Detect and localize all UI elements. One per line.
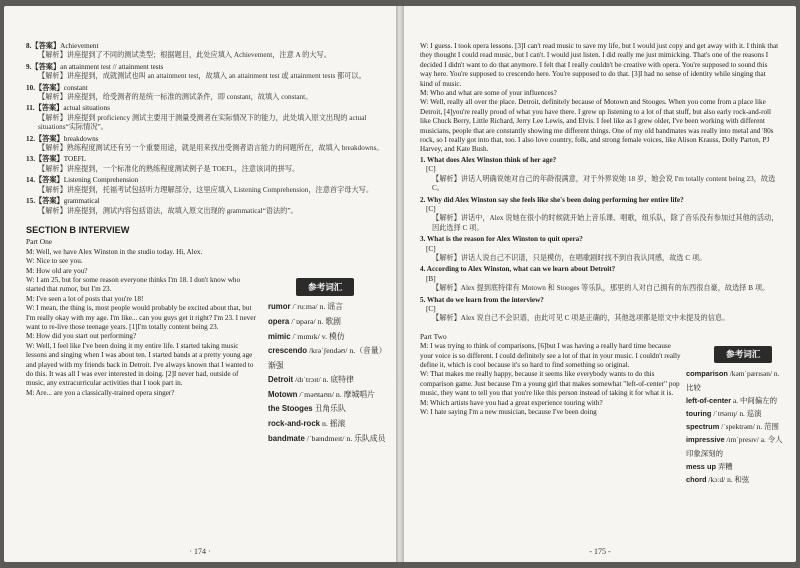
explanation-text: 讲座提到，成就测试也叫 an attainment test，故填入 an attainment test 或 attainment tests 都可以。 xyxy=(66,72,366,81)
answer-choice: [C] xyxy=(426,244,436,253)
vocab-item xyxy=(268,388,386,403)
explanation-tag: 【解析】 xyxy=(38,164,67,173)
answer-choice: [C] xyxy=(426,165,436,174)
vocab-definition: n. 底特律 xyxy=(322,375,354,385)
vocab-item xyxy=(686,407,786,420)
question-item xyxy=(420,296,780,324)
left-page xyxy=(4,6,396,562)
vocab-phonetic: /ˈbændmeɪt/ xyxy=(306,433,345,443)
dialog-text xyxy=(26,248,258,399)
vocab-word: opera xyxy=(268,316,290,326)
dialog-line: W: Nice to see you. xyxy=(26,257,83,266)
vocab-word: spectrum xyxy=(686,422,720,432)
vocab-phonetic: /ˈmɪmɪk/ xyxy=(292,331,320,341)
vocab-phonetic: /krəˈʃendəʊ/ xyxy=(308,346,348,356)
part-one-title: Part One xyxy=(26,237,53,247)
explanation-text: 【解析】讲话中，Alex 说她在很小的时候就开始上音乐课、唱歌，组乐队，除了音乐没有参加过其他的活动，因此选择 C 项。 xyxy=(432,214,779,232)
answer-number: 12. xyxy=(26,134,35,143)
vocab-definition: a. 令人印象深刻的 xyxy=(686,435,783,458)
vocab-box xyxy=(686,346,786,486)
vocab-definition: n.（音量）渐强 xyxy=(268,346,383,370)
vocab-definition: n. 乐队成员 xyxy=(346,433,386,443)
vocab-item xyxy=(686,460,786,473)
dialog-line: M: Which artists have you had a great experience touring with? xyxy=(420,398,603,407)
answer-line xyxy=(26,135,386,144)
vocab-definition: n. 范围 xyxy=(756,422,779,432)
explanation-text: 熟练程度测试还有另一个重要用途，就是用来找出受测者语言能力的问题所在，故填入 breakdowns。 xyxy=(66,144,384,153)
explanation-line xyxy=(26,207,386,216)
explanation-text: 讲座提到，托福考试包括听力理解部分，这里应填入 Listening Comprehension，注意首字母大写。 xyxy=(66,185,374,194)
dialog-line: W: I mean, the thing is, most people would probably be excited about that, but I'm really okay with my age. I'm like... can you guys get it right? I'm 23. I never want to re-live those teenage years. [1]I'm totally content being 23. xyxy=(26,304,256,331)
explanation-text: 讲座提到，测试内容包括语法，故填入原文出现的 grammatical“语法的”。 xyxy=(66,206,298,215)
answer-item xyxy=(26,197,386,216)
answer-line xyxy=(26,155,386,164)
answer-text: an attainment test // attainment tests xyxy=(60,62,164,71)
answer-number: 9. xyxy=(26,62,32,71)
explanation-tag: 【解析】 xyxy=(38,185,67,194)
page-number: - 175 - xyxy=(589,547,611,556)
answer-text: grammatical xyxy=(63,197,100,206)
vocab-phonetic: /ˈɒpərə/ xyxy=(291,316,316,326)
dialog-line: W: I hate saying I'm a new musician, because I've been doing xyxy=(420,408,597,417)
vocab-list xyxy=(268,300,386,446)
vocab-word: Detroit xyxy=(268,375,294,385)
answer-tag: 【答案】 xyxy=(34,83,64,92)
dialog-text xyxy=(420,42,780,155)
vocab-word: the Stooges xyxy=(268,404,313,414)
answer-text: actual situations xyxy=(63,104,110,113)
vocab-definition: n. 摩城唱片 xyxy=(335,389,375,399)
answer-item xyxy=(26,135,386,154)
answer-item xyxy=(26,155,386,174)
vocab-definition: n. 比较 xyxy=(686,369,780,392)
answer-list xyxy=(26,42,386,216)
vocab-item xyxy=(268,373,386,388)
explanation-text: 讲座提到 proficiency 测试主要用于测量受测者在实际情况下的能力，此处填入原文出现的 actual situations“实际情况”。 xyxy=(38,113,367,132)
answer-choice: [C] xyxy=(426,204,436,213)
vocab-definition: 丑角乐队 xyxy=(314,404,346,414)
explanation-text: 【解析】Alex 提到底特律有 Motown 和 Stooges 等乐队，那里的人对自己拥有的东西很自豪，故选择 B 项。 xyxy=(432,284,770,293)
answer-tag: 【答案】 xyxy=(31,62,61,71)
dialog-line: M: I was trying to think of comparisons, [6]but I was having a really hard time because your voice is so different. I could definitely see a lot of that in your music. I couldn't really define it, which is cool because it's so hard to find something so original. xyxy=(420,342,681,369)
vocab-definition: n. 巡演 xyxy=(739,409,762,418)
vocab-phonetic: /kəmˈpærɪsən/ xyxy=(729,369,773,379)
answer-choice: [C] xyxy=(426,304,436,313)
explanation-text: 【解析】Alex 说自己不会识谱，由此可见 C 项是正确的，其他选项都是原文中未提及的信息。 xyxy=(432,314,730,323)
vocab-item xyxy=(268,402,386,417)
vocab-word: touring xyxy=(686,409,712,418)
vocab-definition: a. 中间偏左的 xyxy=(733,395,777,405)
dialog-line: M: Well, we have Alex Winston in the studio today. Hi, Alex. xyxy=(26,247,203,256)
book-spine xyxy=(396,6,404,562)
answer-choice: [B] xyxy=(426,274,436,283)
dialog-line: W: I guess. I took opera lessons. [3]I can't read music to save my life, but I would just copy and get away with it. I think that they thought I could read music, but I can't. I would just listen. I did really me just mimicking. That's one of the reasons I decided I didn't want to do that anymore. I felt that I really couldn't be creative with opera. You're supposed to sound this way here. You're supposed to crescendo here. You're supposed to do that. [3]I had no sense of identity while singing that kind of music. xyxy=(420,42,779,88)
vocab-word: Motown xyxy=(268,389,298,399)
left-column xyxy=(26,42,386,443)
explanation-line xyxy=(26,72,386,81)
explanation-text: 【解析】讲话人明确说她对自己的年龄很满意，对于外界说她 18 岁，她会说 I'm totally content being 23，故选 C。 xyxy=(432,174,776,193)
answer-line xyxy=(26,42,386,51)
vocab-word: left-of-center xyxy=(686,395,732,405)
answer-tag: 【答案】 xyxy=(34,134,64,143)
vocab-phonetic: /ˈruːmə/ xyxy=(292,302,318,312)
vocab-definition: 弄糟 xyxy=(717,461,733,471)
question-item xyxy=(420,235,780,263)
question-text: 1. What does Alex Winston think of her age? xyxy=(420,155,557,164)
vocab-definition: n. 谣言 xyxy=(319,302,343,312)
answer-text: breakdowns xyxy=(63,134,99,143)
answer-number: 10. xyxy=(26,83,35,92)
dialog-line: W: Well, I feel like I've been doing it my entire life. I started taking music lessons and singing when I was about ten. I started bands at a pretty young age and played with my friends back in Detroit. I've always known that I wanted to do this. It was all I was ever interested in doing. [2]I never had, outside of music, any extracurricular activities that I took part in. xyxy=(26,341,254,388)
dialog-line: M: How old are you? xyxy=(26,266,88,275)
explanation-tag: 【解析】 xyxy=(38,72,67,81)
vocab-phonetic: /ˈspektrəm/ xyxy=(721,422,755,432)
vocab-word: rock-and-rock xyxy=(268,419,320,429)
answer-line xyxy=(420,245,780,254)
answer-number: 13. xyxy=(26,155,35,164)
answer-line xyxy=(26,176,386,185)
vocab-item xyxy=(686,394,786,407)
question-item xyxy=(420,156,780,194)
section-title: SECTION B INTERVIEW xyxy=(26,224,130,235)
answer-line xyxy=(420,275,780,284)
question-text: 2. Why did Alex Winston say she feels like she's been doing performing her entire life? xyxy=(420,195,684,204)
dialog-line: M: I've seen a lot of posts that you're 18! xyxy=(26,294,144,303)
vocab-item xyxy=(686,473,786,486)
page-number: · 174 · xyxy=(189,547,211,556)
explanation-line xyxy=(26,114,386,133)
answer-item xyxy=(26,176,386,195)
vocab-item xyxy=(268,330,386,345)
vocab-header: 参考词汇 xyxy=(296,278,354,297)
answer-tag: 【答案】 xyxy=(34,104,64,113)
explanation-line xyxy=(26,144,386,153)
vocab-box xyxy=(268,278,386,447)
answer-item xyxy=(26,42,386,61)
explanation-tag: 【解析】 xyxy=(38,93,67,102)
vocab-list xyxy=(686,367,786,486)
vocab-word: rumor xyxy=(268,302,291,312)
question-item xyxy=(420,196,780,234)
vocab-definition: n. 摇滚 xyxy=(321,419,346,429)
answer-item xyxy=(26,104,386,132)
vocab-word: mimic xyxy=(268,331,291,341)
vocab-phonetic: /kɔːd/ xyxy=(708,475,726,485)
right-page xyxy=(404,6,796,562)
answer-line xyxy=(420,165,780,174)
vocab-phonetic: /ˈməʊtaʊn/ xyxy=(299,389,334,399)
dialog-line: W: Well, really all over the place. Detroit, definitely because of Motown and Stooges. When you come from a place like Detroit, [4]you're really proud of what you have there. I grew up listening to a lot of that stuff, but also early rock-and-roll like Chuck Berry, Little Richard, Jerry Lee Lewis, and Elvis. I feel like as I grew older, I've been working with different musicians, people that are constantly showing me different things. One of my old bandmates was really into metal and '80s rock, so I really got into that, too. I also love country, folk, and strong female voices, like Alison Krauss, Dolly Parton, PJ Harvey, and Kate Bush. xyxy=(420,98,774,154)
question-list xyxy=(420,156,780,324)
interview-part-two xyxy=(420,342,783,485)
explanation-text: 【解析】讲话人说自己不识谱，只是模仿，在唱歌剧时找不到自我认同感，故选 C 项。 xyxy=(432,253,707,262)
vocab-item xyxy=(686,367,786,393)
vocab-phonetic: /ɪmˈpresɪv/ xyxy=(726,435,759,445)
answer-number: 8. xyxy=(26,42,32,50)
explanation-line xyxy=(26,93,386,102)
dialog-text xyxy=(420,342,682,417)
answer-tag: 【答案】 xyxy=(34,155,64,164)
answer-line xyxy=(26,63,386,72)
answer-number: 15. xyxy=(26,197,35,206)
explanation-line xyxy=(26,165,386,174)
dialog-line: W: I am 25, but for some reason everyone thinks I'm 18. I don't know who started that rumor, but I'm 23. xyxy=(26,275,241,294)
vocab-word: crescendo xyxy=(268,346,308,356)
answer-number: 11. xyxy=(26,104,35,113)
answer-line xyxy=(26,84,386,93)
explanation-tag: 【解析】 xyxy=(38,51,67,60)
answer-item xyxy=(26,84,386,103)
answer-text: Listening Comprehension xyxy=(63,176,139,185)
vocab-item xyxy=(686,433,786,459)
explanation-text: 讲座提到了不同的测试类型；根据题目，此处应填入 Achievement，注意 A 的大写。 xyxy=(66,51,331,60)
explanation-tag: 【解析】 xyxy=(38,206,67,215)
explanation-text: 讲座提到，给受测者的是统一标准的测试条件，即 constant，故填入 constant。 xyxy=(66,93,313,102)
explanation-line xyxy=(26,51,386,60)
right-column xyxy=(420,42,783,485)
vocab-item xyxy=(268,432,386,447)
question-text: 3. What is the reason for Alex Winston to quit opera? xyxy=(420,235,583,244)
vocab-word: bandmate xyxy=(268,433,305,443)
answer-tag: 【答案】 xyxy=(34,197,64,206)
dialog-line: M: Are... are you a classically-trained opera singer? xyxy=(26,388,175,397)
explanation-line xyxy=(26,186,386,195)
answer-line xyxy=(26,104,386,113)
explanation-tag: 【解析】 xyxy=(38,113,67,122)
answer-tag: 【答案】 xyxy=(34,176,64,185)
vocab-item xyxy=(268,315,386,330)
dialog-line: W: That makes me really happy, because it seems like everybody wants to do this comparison game. Just because I'm a young girl that makes somewhat "left-of-center" pop music, they want to tell you that you're like this person instead of taking it for what it is. xyxy=(420,370,680,398)
interview-part-one xyxy=(26,247,386,443)
vocab-word: chord xyxy=(686,475,707,485)
answer-text: TOEFL xyxy=(63,155,86,164)
vocab-phonetic: /ˈtʊərɪŋ/ xyxy=(713,409,738,418)
explanation-tag: 【解析】 xyxy=(38,144,67,153)
answer-line xyxy=(420,305,780,314)
dialog-line: M: Who and what are some of your influences? xyxy=(420,89,557,98)
answer-text: constant xyxy=(63,83,88,92)
answer-text: Achievement xyxy=(60,42,99,50)
vocab-definition: n. 歌剧 xyxy=(317,316,341,326)
dialog-line: M: How did you start out performing? xyxy=(26,332,137,341)
answer-number: 14. xyxy=(26,176,35,185)
answer-line xyxy=(26,197,386,206)
vocab-definition: n. 和弦 xyxy=(727,475,750,485)
vocab-item xyxy=(268,300,386,315)
vocab-item xyxy=(268,417,386,432)
vocab-definition: v. 模仿 xyxy=(321,331,345,341)
vocab-word: comparison xyxy=(686,369,728,379)
answer-line xyxy=(420,205,780,214)
part-two-title: Part Two xyxy=(420,331,447,341)
vocab-word: mess up xyxy=(686,461,716,471)
vocab-word: impressive xyxy=(686,435,725,445)
answer-tag: 【答案】 xyxy=(31,42,61,50)
question-text: 5. What do we learn from the interview? xyxy=(420,295,544,304)
explanation-text: 讲座提到，一个标准化的熟练程度测试例子是 TOEFL，注意该词的拼写。 xyxy=(66,164,300,173)
vocab-phonetic: /dɪˈtrɔɪt/ xyxy=(295,375,321,385)
vocab-header: 参考词汇 xyxy=(714,346,772,363)
question-item xyxy=(420,265,780,293)
question-text: 4. According to Alex Winston, what can we learn about Detroit? xyxy=(420,265,616,274)
vocab-item xyxy=(686,420,786,433)
vocab-item xyxy=(268,344,386,373)
answer-item xyxy=(26,63,386,82)
